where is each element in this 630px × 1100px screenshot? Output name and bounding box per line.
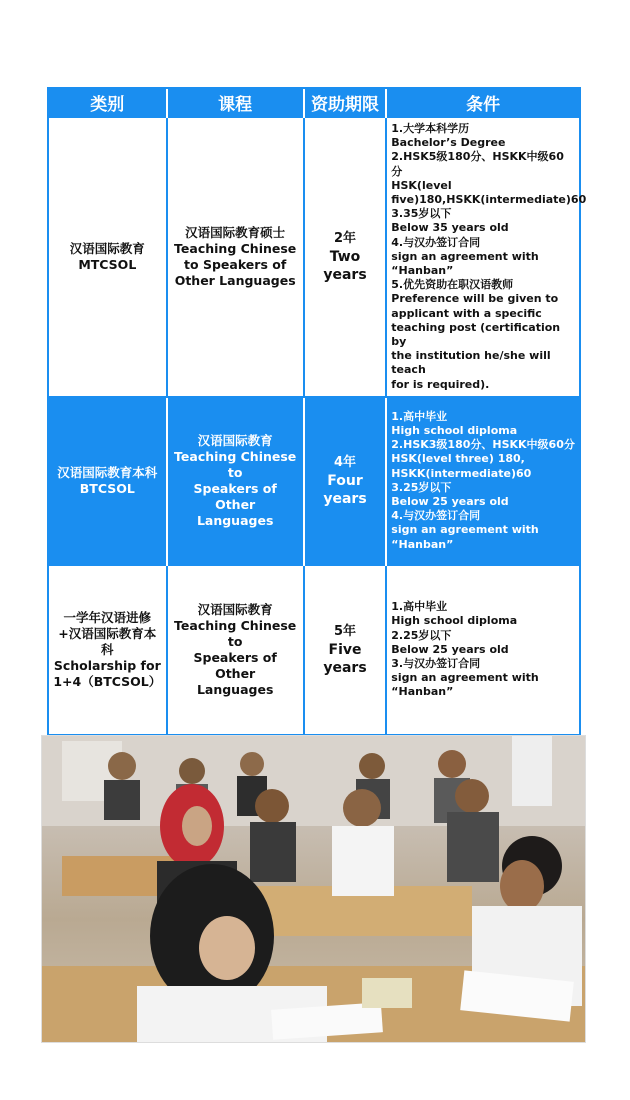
cell-line: HSKK(intermediate)60	[391, 466, 532, 480]
category-cell	[49, 397, 167, 565]
cell-line: BTCSOL	[79, 480, 135, 496]
cell-line: teaching post (certification by	[391, 320, 561, 349]
cell-line: years	[323, 266, 367, 283]
cell-line: 汉语国际教育本科	[57, 464, 158, 480]
cell-line: 汉语国际教育	[69, 240, 145, 256]
period-cell	[304, 397, 387, 565]
cell-line: sign an agreement with	[391, 671, 539, 685]
cell-line: Preference will be given to	[391, 292, 559, 306]
cell-line: High school diploma	[391, 614, 518, 628]
cell-line: to Speakers of	[184, 256, 287, 272]
cell-line: Bachelor’s Degree	[391, 136, 506, 150]
cell-line: Two	[329, 248, 361, 265]
cell-line: “Hanban”	[391, 685, 454, 699]
cell-line: Below 35 years old	[391, 221, 509, 235]
table-row	[49, 117, 579, 397]
cell-line: sign an agreement with	[391, 249, 539, 263]
cell-line: Below 25 years old	[391, 642, 509, 656]
cell-line: Speakers of Other	[193, 480, 277, 512]
cell-line: +汉语国际教育本	[58, 625, 157, 641]
cell-line: Languages	[196, 512, 274, 528]
cell-line: the institution he/she will teach	[391, 349, 551, 377]
category-cell	[49, 117, 167, 397]
cell-line: 一学年汉语进修	[63, 609, 152, 625]
course-cell	[167, 565, 304, 734]
cell-line: 3.35岁以下	[391, 207, 452, 221]
table-row	[49, 397, 579, 565]
cell-line: HSK(level	[391, 178, 452, 192]
cell-line: 汉语国际教育	[197, 432, 273, 448]
cell-line: Teaching Chinese to	[174, 617, 297, 649]
header-category: 类别	[49, 89, 167, 117]
classroom-illustration	[42, 736, 585, 1042]
course-cell	[167, 397, 304, 565]
period-cell	[304, 565, 387, 734]
table-header-row	[49, 89, 579, 117]
cell-line: applicant with a specific	[391, 306, 542, 320]
cell-line: sign an agreement with	[391, 523, 539, 537]
cell-line: HSK(level three) 180,	[391, 452, 525, 466]
cell-line: Teaching Chinese to	[174, 448, 297, 480]
cell-line: 5.优先资助在职汉语教师	[391, 278, 514, 292]
cell-line: Other Languages	[174, 272, 296, 288]
cell-line: 1.大学本科学历	[391, 122, 470, 135]
conditions-cell	[386, 117, 587, 397]
course-cell	[167, 117, 304, 397]
cell-line: “Hanban”	[391, 537, 454, 551]
cell-line: Below 25 years old	[391, 495, 509, 509]
cell-line: 1+4（BTCSOL）	[53, 673, 162, 689]
cell-line: five)180,HSKK(intermediate)60	[391, 193, 587, 207]
cell-line: 3.25岁以下	[391, 480, 452, 494]
classroom-photo	[42, 736, 585, 1042]
cell-line: for is required).	[391, 377, 490, 391]
conditions-cell	[386, 565, 579, 734]
cell-line: 2.HSK5级180分、HSKK中级60 分	[391, 150, 564, 178]
cell-line: High school diploma	[391, 424, 518, 438]
cell-line: Languages	[196, 681, 274, 697]
cell-line: 1.高中毕业	[391, 409, 448, 423]
cell-line: years	[323, 490, 367, 507]
cell-line: 1.高中毕业	[391, 600, 448, 614]
cell-line: 4年	[333, 454, 357, 470]
header-period: 资助期限	[304, 89, 387, 117]
cell-line: Teaching Chinese	[174, 240, 297, 256]
cell-line: MTCSOL	[78, 256, 137, 272]
cell-line: 5年	[333, 623, 357, 639]
cell-line: 4.与汉办签订合同	[391, 509, 481, 523]
cell-line: Speakers of Other	[193, 649, 277, 681]
category-cell	[49, 565, 167, 734]
header-course: 课程	[167, 89, 304, 117]
cell-line: years	[323, 659, 367, 676]
cell-line: “Hanban”	[391, 264, 454, 278]
cell-line: Four	[327, 472, 363, 489]
cell-line: 2年	[333, 230, 357, 246]
cell-line: 3.与汉办签订合同	[391, 656, 481, 670]
cell-line: 科	[101, 641, 114, 657]
cell-line: 2.HSK3级180分、HSKK中级60分	[391, 438, 575, 452]
scholarship-table	[47, 87, 587, 736]
conditions-cell	[386, 397, 579, 565]
cell-line: 2.25岁以下	[391, 628, 452, 642]
scholarship-grid	[49, 89, 587, 734]
period-cell	[304, 117, 387, 397]
table-row	[49, 565, 579, 734]
cell-line: 汉语国际教育硕士	[185, 224, 286, 240]
header-conditions: 条件	[386, 89, 579, 117]
cell-line: Scholarship for	[53, 657, 161, 673]
cell-line: 汉语国际教育	[197, 601, 273, 617]
cell-line: Five	[328, 641, 362, 658]
cell-line: 4.与汉办签订合同	[391, 235, 481, 249]
